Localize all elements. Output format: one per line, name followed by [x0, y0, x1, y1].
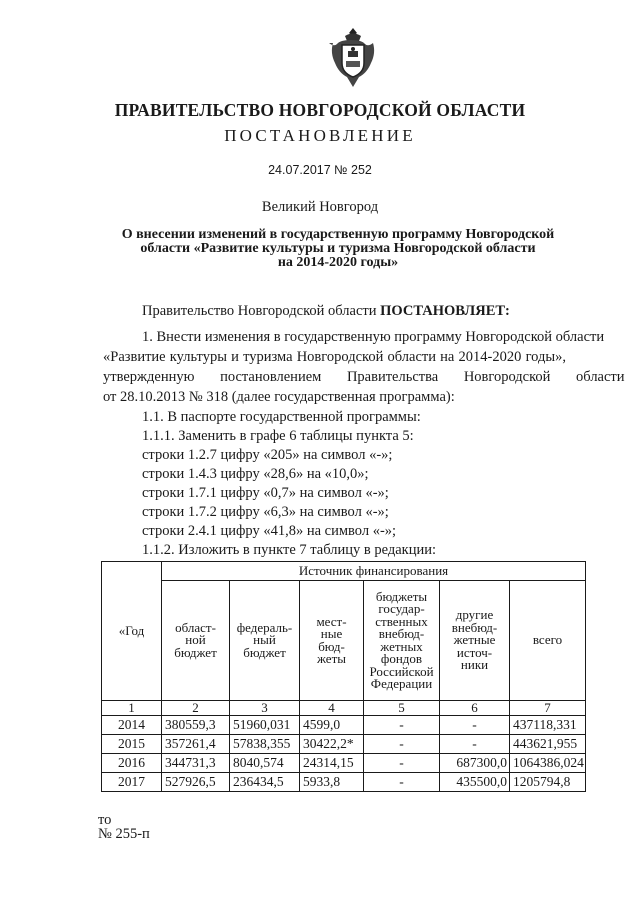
coat-of-arms-emblem [327, 27, 379, 89]
document-type: ПОСТАНОВЛЕНИЕ [224, 126, 416, 145]
year-header: «Год [102, 562, 162, 701]
paragraph-1-1: 1.1. В паспорте государственной программы: [142, 409, 421, 425]
footer-line: то [98, 812, 112, 828]
table-row [102, 716, 586, 735]
other-cell: 687300,0 [440, 754, 510, 773]
footer-number: № 255-п [98, 826, 150, 842]
local-budget-header: мест- ные бюд- жеты [300, 581, 364, 701]
local-cell: 4599,0 [300, 716, 364, 735]
total-cell: 437118,331 [510, 716, 586, 735]
local-cell: 30422,2* [300, 735, 364, 754]
other-sources-header: другие внебюд- жетные источ- ники [440, 581, 510, 701]
regional-budget-header: област- ной бюджет [162, 581, 230, 701]
document-title [108, 228, 568, 270]
column-number: 5 [364, 701, 440, 716]
replacement-line: строки 1.7.1 цифру «0,7» на символ «-»; [142, 485, 389, 501]
paragraph-1-line: 1. Внести изменения в государственную программу Новгородской области [142, 329, 605, 345]
year-cell: 2016 [102, 754, 162, 773]
other-cell: - [440, 735, 510, 754]
replacement-line: строки 1.4.3 цифру «28,6» на «10,0»; [142, 466, 369, 482]
title-line: области «Развитие культуры и туризма Новгородской области [140, 241, 536, 256]
federal-cell: 236434,5 [230, 773, 300, 792]
local-cell: 24314,15 [300, 754, 364, 773]
date-number: 24.07.2017 № 252 [268, 163, 372, 177]
regional-cell: 357261,4 [162, 735, 230, 754]
other-cell: - [440, 716, 510, 735]
offbudget-cell: - [364, 773, 440, 792]
total-cell: 1064386,024 [510, 754, 586, 773]
column-number: 1 [102, 701, 162, 716]
offbudget-funds-header: бюджеты государ- ственных внебюд- жетных фондов Российской Федерации [364, 581, 440, 701]
year-cell: 2015 [102, 735, 162, 754]
column-number: 3 [230, 701, 300, 716]
resolves-keyword: ПОСТАНОВЛЯЕТ: [380, 303, 510, 319]
paragraph-1-1-2: 1.1.2. Изложить в пункте 7 таблицу в редакции: [142, 542, 437, 558]
federal-budget-header: федераль- ный бюджет [230, 581, 300, 701]
offbudget-cell: - [364, 735, 440, 754]
total-header: всего [510, 581, 586, 701]
city: Великий Новгород [261, 199, 379, 215]
regional-cell: 527926,5 [162, 773, 230, 792]
regional-cell: 344731,3 [162, 754, 230, 773]
resolves-line: Правительство Новгородской области ПОСТАНОВЛЯЕТ: [142, 303, 510, 319]
regional-cell: 380559,3 [162, 716, 230, 735]
offbudget-cell: - [364, 716, 440, 735]
federal-cell: 8040,574 [230, 754, 300, 773]
other-cell: 435500,0 [440, 773, 510, 792]
replacement-line: строки 2.4.1 цифру «41,8» на символ «-»; [142, 523, 397, 539]
total-cell: 443621,955 [510, 735, 586, 754]
table-row [102, 735, 586, 754]
title-line: на 2014-2020 годы» [277, 255, 399, 270]
federal-cell: 57838,355 [230, 735, 300, 754]
paragraph-1-1-1: 1.1.1. Заменить в графе 6 таблицы пункта 5: [142, 428, 414, 444]
local-cell: 5933,8 [300, 773, 364, 792]
replacement-line: строки 1.7.2 цифру «6,3» на символ «-»; [142, 504, 389, 520]
federal-cell: 51960,031 [230, 716, 300, 735]
government-name: ПРАВИТЕЛЬСТВО НОВГОРОДСКОЙ ОБЛАСТИ [114, 100, 526, 120]
title-line: О внесении изменений в государственную программу Новгородской [121, 227, 555, 242]
offbudget-cell: - [364, 754, 440, 773]
replacement-line: строки 1.2.7 цифру «205» на символ «-»; [142, 447, 393, 463]
column-number: 7 [510, 701, 586, 716]
column-number: 6 [440, 701, 510, 716]
financing-source-header: Источник финансирования [162, 562, 586, 581]
year-cell: 2014 [102, 716, 162, 735]
year-cell: 2017 [102, 773, 162, 792]
paragraph-1-line: от 28.10.2013 № 318 (далее государственная программа): [103, 389, 455, 405]
paragraph-1-line: «Развитие культуры и туризма Новгородской области на 2014-2020 годы», [103, 349, 566, 365]
financing-table [101, 561, 586, 792]
total-cell: 1205794,8 [510, 773, 586, 792]
table-row [102, 754, 586, 773]
paragraph-1-line: утвержденную постановлением Правительства Новгородской области [103, 369, 625, 385]
table-row [102, 773, 586, 792]
column-number: 2 [162, 701, 230, 716]
column-number: 4 [300, 701, 364, 716]
